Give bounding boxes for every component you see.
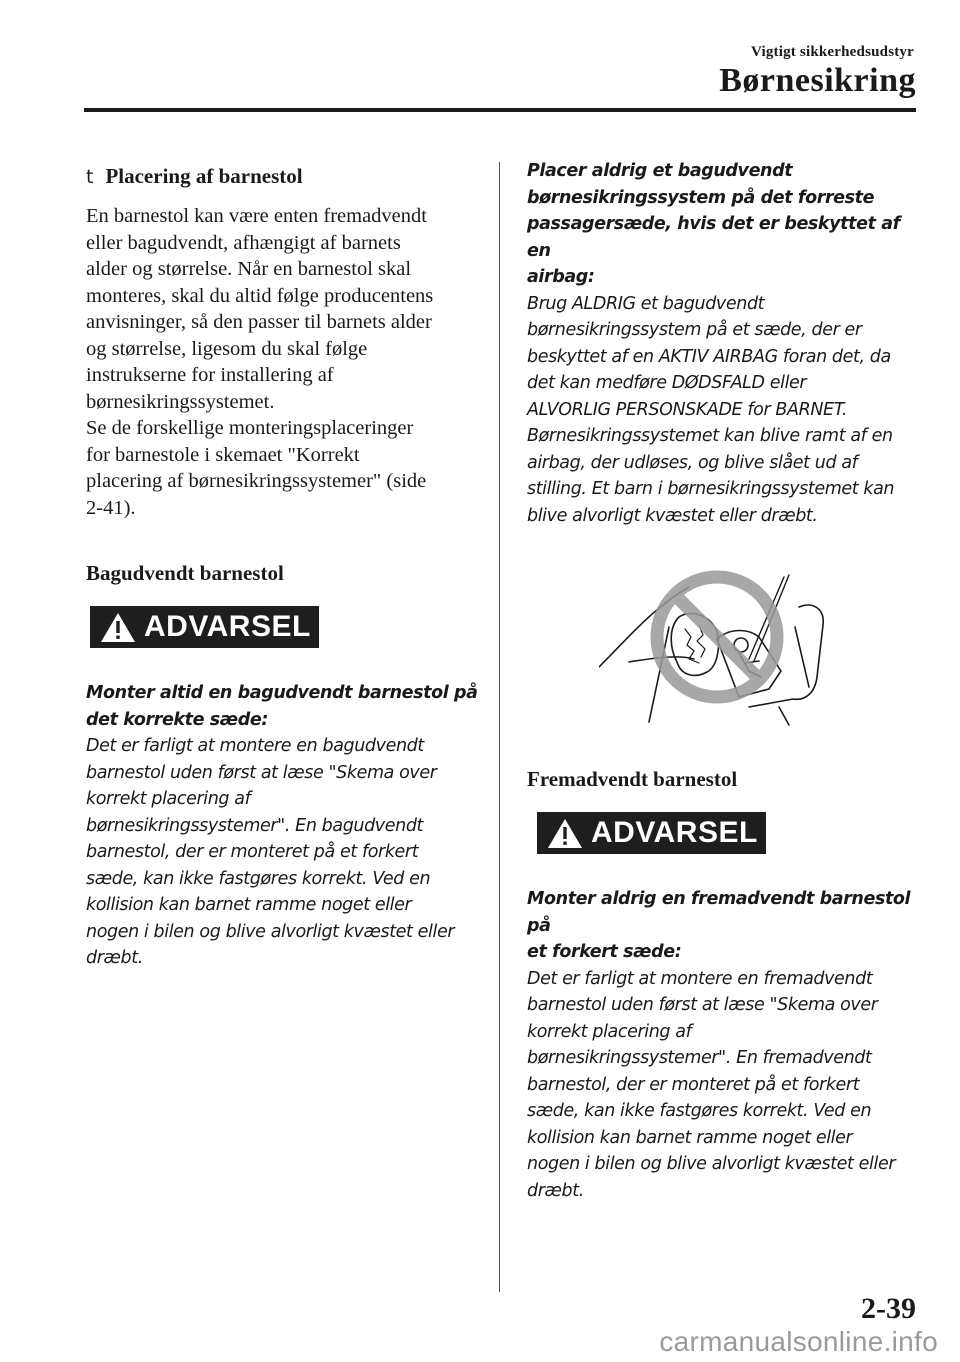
intro-paragraph: En barnestol kan være enten fremadvendt eller bagudvendt, afhængigt af barnets alder og størrelse. Når en barnestol skal monteres, skal du altid følge producentens anvisninger, så den passer til barnets alder og størrelse, ligesom du skal følge instrukserne for installering af børnesikringssystemet. Se de forskellige monteringsplaceringer for barnestole i skemaet "Korrekt placering af børnesikringssystemer" (side 2-41).: [86, 205, 434, 519]
warning-body: Det er farligt at montere en bagudvendt barnestol uden først at læse "Skema over korrekt placering af børnesikringssystemer". En bagudvendt barnestol, der er monteret på et forkert sæde, kan ikke fastgøres korrekt. Ved en kollision kan barnet ramme noget eller nogen i bilen og blive alvorligt kvæstet eller dræbt.: [86, 736, 455, 968]
column-divider: [499, 162, 500, 1292]
warning-badge: [90, 606, 319, 648]
warning-label: ADVARSEL: [144, 610, 311, 643]
subheading-forward-facing: Fremadvendt barnestol: [527, 767, 738, 791]
watermark: carmanualsonline.info: [659, 1326, 938, 1357]
no-rear-facing-seat-airbag-illustration: [599, 567, 839, 727]
warning-body-2: Det er farligt at montere en fremadvendt barnestol uden først at læse "Skema over korrekt placering af børnesikringssystemer". En fremadvendt barnestol, der er monteret på et forkert sæde, kan ikke fastgøres korrekt. Ved en kollision kan barnet ramme noget eller nogen i bilen og blive alvorligt kvæstet eller dræbt.: [527, 968, 896, 1201]
warning-triangle-icon: [100, 611, 136, 643]
section-heading-text: Placering af barnestol: [105, 164, 303, 188]
warning-triangle-icon: [547, 817, 583, 849]
header-section: Vigtigt sikkerhedsudstyr: [750, 44, 914, 60]
warning-title: Monter altid en bagudvendt barnestol på det korrekte sæde:: [86, 683, 478, 730]
airbag-warning-title: Placer aldrig et bagudvendt børnesikringssystem på det forreste passagersæde, hvis det er beskyttet af en airbag:: [527, 161, 900, 287]
page-title: Børnesikring: [719, 62, 916, 99]
subheading-rear-facing: Bagudvendt barnestol: [86, 561, 284, 585]
page-number: 2-39: [861, 1292, 916, 1325]
warning-title-2: Monter aldrig en fremadvendt barnestol på et forkert sæde:: [527, 889, 911, 962]
section-heading: [86, 164, 482, 189]
header-rule: [84, 108, 916, 112]
left-column: [86, 158, 482, 972]
warning-label: ADVARSEL: [591, 816, 758, 849]
right-column: [527, 158, 927, 1204]
warning-badge-2: [537, 812, 766, 854]
airbag-warning-body: Brug ALDRIG et bagudvendt børnesikringssystem på et sæde, der er beskyttet af en AKTIV AIRBAG foran det, da det kan medføre DØDSFALD eller ALVORLIG PERSONSKADE for BARNET. Børnesikringssystemet kan blive ramt af en airbag, der udløses, og blive slået ud af stilling. Et barn i børnesikringssystemet kan blive alvorligt kvæstet eller dræbt.: [527, 293, 895, 526]
bullet-glyph: t: [86, 166, 94, 188]
